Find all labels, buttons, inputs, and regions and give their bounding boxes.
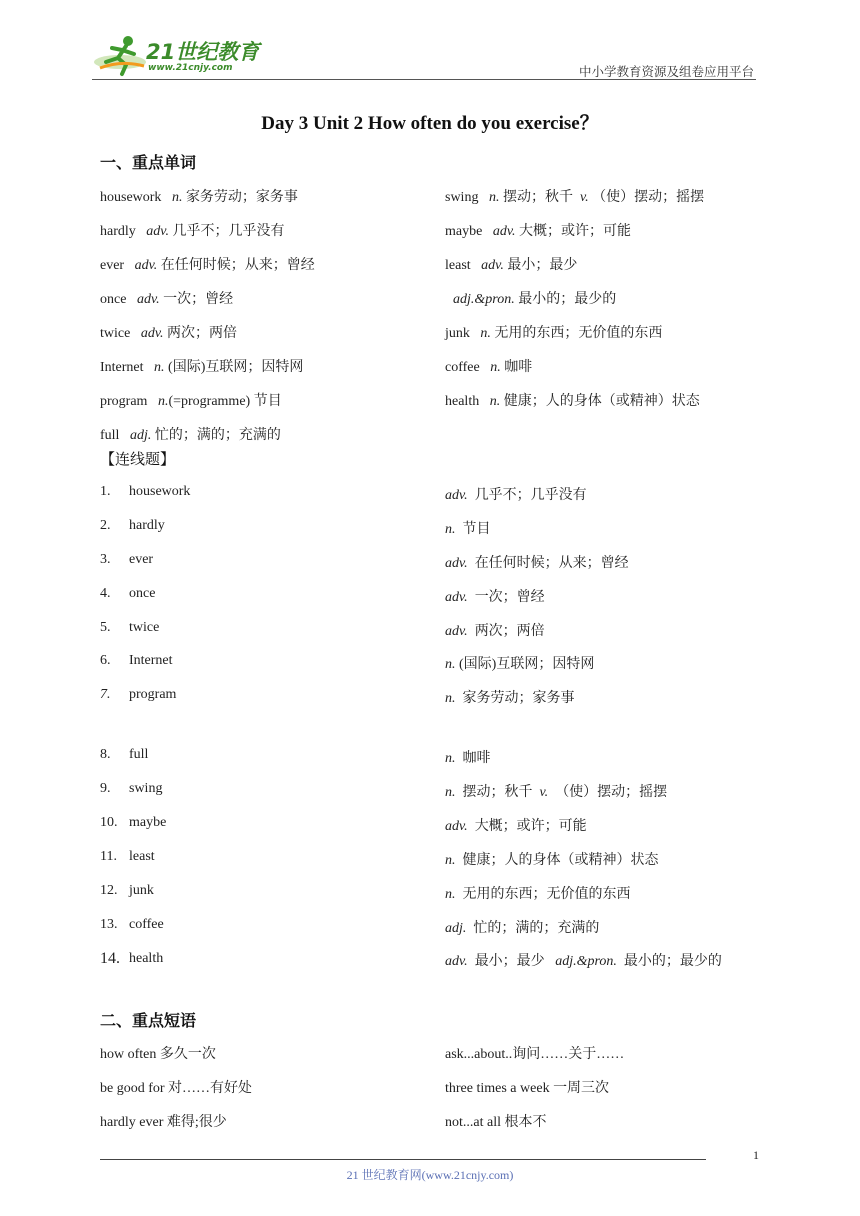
matching-word: Internet	[129, 653, 173, 668]
matching-definition: n. 家务劳动；家务事	[445, 691, 575, 706]
vocab-item: housework n. 家务劳动；家务事	[100, 190, 298, 205]
vocab-item: Internet n. (国际)互联网；因特网	[100, 360, 304, 375]
matching-heading: 【连线题】	[100, 452, 176, 468]
vocab-item: hardly adv. 几乎不；几乎没有	[100, 224, 285, 239]
matching-definition: n. 节目	[445, 522, 491, 537]
vocab-item: swing n. 摆动；秋千 v. （使）摆动；摇摆	[445, 190, 705, 205]
site-logo	[92, 32, 262, 78]
matching-number: 10.	[100, 815, 118, 830]
matching-number: 11.	[100, 849, 117, 864]
matching-word: coffee	[129, 917, 164, 932]
vocab-item: least adv. 最小；最少	[445, 258, 578, 273]
page-title: Day 3 Unit 2 How often do you exercise？	[261, 113, 599, 134]
vocab-item: twice adv. 两次；两倍	[100, 326, 238, 341]
matching-definition: adv. 一次；曾经	[445, 590, 545, 605]
logo-url: www.21cnjy.com	[148, 63, 233, 73]
phrase-item: ask...about..询问……关于……	[445, 1047, 625, 1062]
phrase-item: be good for 对……有好处	[100, 1081, 253, 1096]
matching-word: program	[129, 687, 177, 702]
footer-divider	[100, 1159, 706, 1160]
matching-definition: n. 咖啡	[445, 751, 491, 766]
matching-number: 13.	[100, 917, 118, 932]
matching-definition: n. (国际)互联网；因特网	[445, 657, 595, 672]
matching-definition: adv. 两次；两倍	[445, 624, 545, 639]
phrase-item: three times a week 一周三次	[445, 1081, 610, 1096]
matching-number: 8.	[100, 747, 111, 762]
matching-word: swing	[129, 781, 163, 796]
matching-word: ever	[129, 552, 154, 567]
matching-word: hardly	[129, 518, 165, 533]
matching-word: maybe	[129, 815, 167, 830]
matching-word: full	[129, 747, 149, 762]
logo-text: 21世纪教育	[146, 40, 260, 64]
vocab-item: full adj. 忙的；满的；充满的	[100, 428, 281, 443]
matching-word: housework	[129, 484, 191, 499]
vocab-item: program n.(=programme) 节目	[100, 394, 282, 409]
footer-site-link[interactable]: 21 世纪教育网(www.21cnjy.com)	[346, 1168, 514, 1182]
matching-definition: n. 健康；人的身体（或精神）状态	[445, 853, 659, 868]
page-number: 1	[753, 1148, 759, 1162]
matching-word: least	[129, 849, 155, 864]
phrases-heading: 二、重点短语	[100, 1013, 197, 1030]
phrase-item: hardly ever 难得;很少	[100, 1115, 227, 1130]
header-divider	[92, 79, 756, 80]
phrase-item: how often 多久一次	[100, 1047, 216, 1062]
matching-word: once	[129, 586, 156, 601]
vocab-item: ever adv. 在任何时候；从来；曾经	[100, 258, 315, 273]
vocab-item: health n. 健康；人的身体（或精神）状态	[445, 394, 700, 409]
vocab-item: coffee n. 咖啡	[445, 360, 533, 375]
matching-number: 6.	[100, 653, 111, 668]
header-platform-text: 中小学教育资源及组卷应用平台	[578, 65, 754, 79]
matching-number: 4.	[100, 586, 111, 601]
matching-word: junk	[129, 883, 154, 898]
matching-word: twice	[129, 620, 160, 635]
matching-definition: adv. 几乎不；几乎没有	[445, 488, 587, 503]
matching-number: 9.	[100, 781, 111, 796]
vocab-item: maybe adv. 大概；或许；可能	[445, 224, 632, 239]
matching-word: health	[129, 951, 164, 966]
matching-definition: adv. 最小；最少 adj.&pron. 最小的；最少的	[445, 954, 722, 969]
vocab-heading: 一、重点单词	[100, 155, 197, 172]
matching-number: 7.	[100, 687, 111, 702]
matching-definition: n. 摆动；秋千 v. （使）摆动；摇摆	[445, 785, 668, 800]
matching-definition: adv. 大概；或许；可能	[445, 819, 587, 834]
matching-number: 2.	[100, 518, 111, 533]
matching-number: 14.	[100, 950, 120, 967]
matching-definition: adj. 忙的；满的；充满的	[445, 921, 600, 936]
phrase-item: not...at all 根本不	[445, 1115, 547, 1130]
vocab-item: adj.&pron. 最小的；最少的	[453, 292, 617, 307]
vocab-item: junk n. 无用的东西；无价值的东西	[445, 326, 663, 341]
matching-definition: adv. 在任何时候；从来；曾经	[445, 556, 629, 571]
matching-number: 1.	[100, 484, 111, 499]
matching-definition: n. 无用的东西；无价值的东西	[445, 887, 631, 902]
matching-number: 5.	[100, 620, 111, 635]
matching-number: 12.	[100, 883, 118, 898]
vocab-item: once adv. 一次；曾经	[100, 292, 234, 307]
matching-number: 3.	[100, 552, 111, 567]
